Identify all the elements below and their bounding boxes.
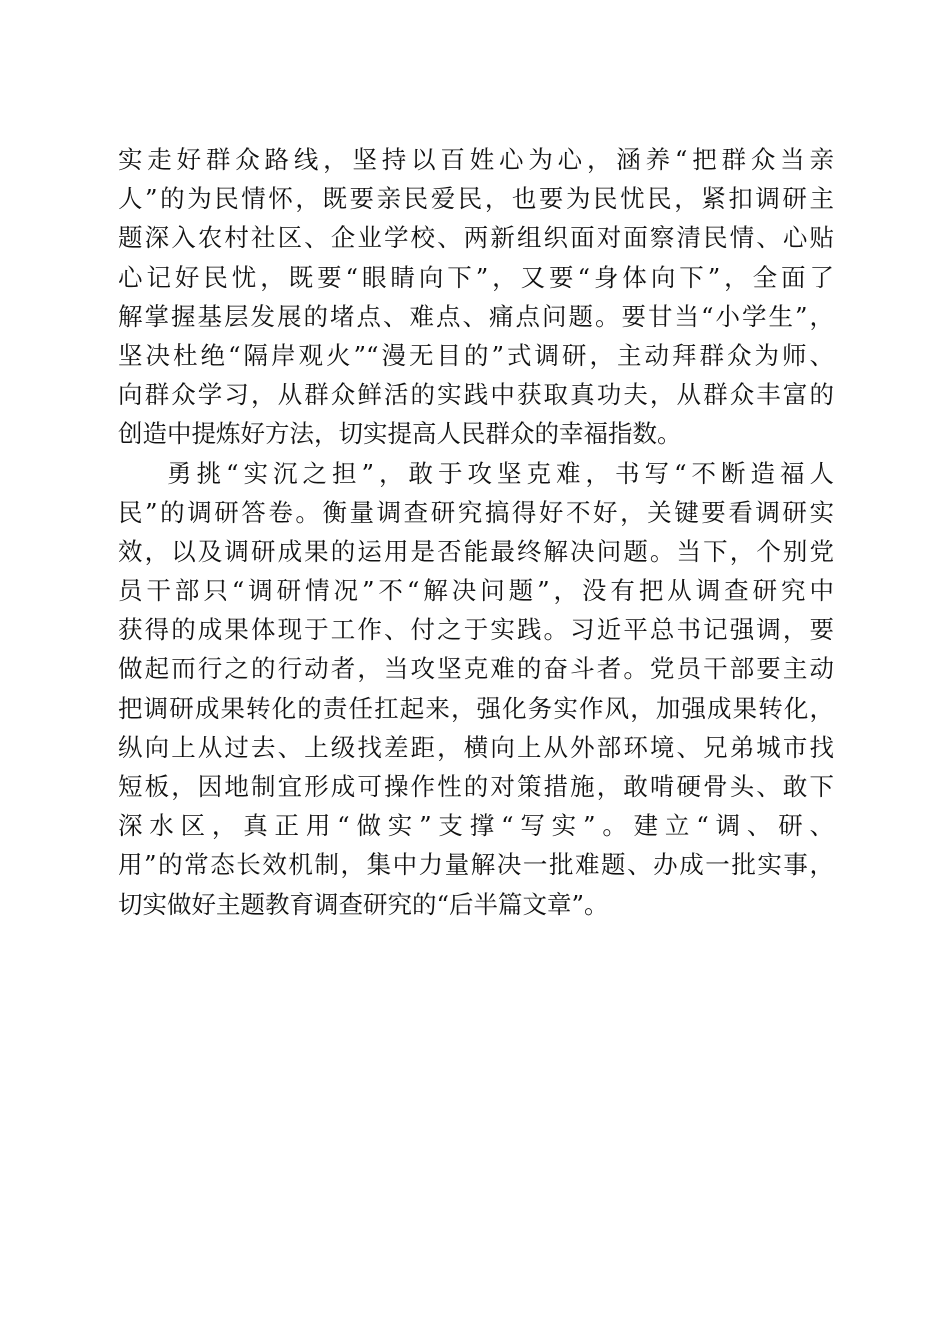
text-line: 民”的调研答卷。衡量调查研究搞得好不好，关键要看调研实 [118,497,834,527]
text-line: 纵向上从过去、上级找差距，横向上从外部环境、兄弟城市找 [118,732,834,762]
text-line: 实走好群众路线，坚持以百姓心为心，涵养“把群众当亲 [118,145,834,174]
text-line: 把调研成果转化的责任扛起来，强化务实作风，加强成果转化， [118,693,834,723]
text-line: 获得的成果体现于工作、付之于实践。习近平总书记强调，要 [118,615,834,645]
text-line: 坚决杜绝“隔岸观火”“漫无目的”式调研，主动拜群众为师、 [118,340,834,370]
text-line: 做起而行之的行动者，当攻坚克难的奋斗者。党员干部要主动 [118,654,834,684]
text-line: 勇挑“实沉之担”，敢于攻坚克难，书写“不断造福人 [167,458,834,488]
text-line: 效，以及调研成果的运用是否能最终解决问题。当下，个别党 [118,536,834,566]
text-line: 短板，因地制宜形成可操作性的对策措施，敢啃硬骨头、敢下 [118,772,834,801]
paragraph-2 [118,454,834,924]
document-body [118,140,834,924]
text-line: 人”的为民情怀，既要亲民爱民，也要为民忧民，紧扣调研主 [118,184,834,214]
text-line: 深水区，真正用“做实”支撑“写实”。建立“调、研、 [118,811,834,841]
text-line: 切实做好主题教育调查研究的“后半篇文章”。 [118,889,609,919]
text-line: 心记好民忧，既要“眼睛向下”，又要“身体向下”，全面了 [118,262,834,292]
text-line: 创造中提炼好方法，切实提高人民群众的幸福指数。 [118,419,682,449]
text-line: 向群众学习，从群众鲜活的实践中获取真功夫，从群众丰富的 [118,380,834,410]
text-line: 用”的常态长效机制，集中力量解决一批难题、办成一批实事， [118,850,834,880]
text-line: 解掌握基层发展的堵点、难点、痛点问题。要甘当“小学生”， [118,301,834,331]
text-line: 题深入农村社区、企业学校、两新组织面对面察清民情、心贴 [118,223,834,253]
text-line: 员干部只“调研情况”不“解决问题”，没有把从调查研究中 [118,576,834,606]
paragraph-1 [118,140,834,454]
